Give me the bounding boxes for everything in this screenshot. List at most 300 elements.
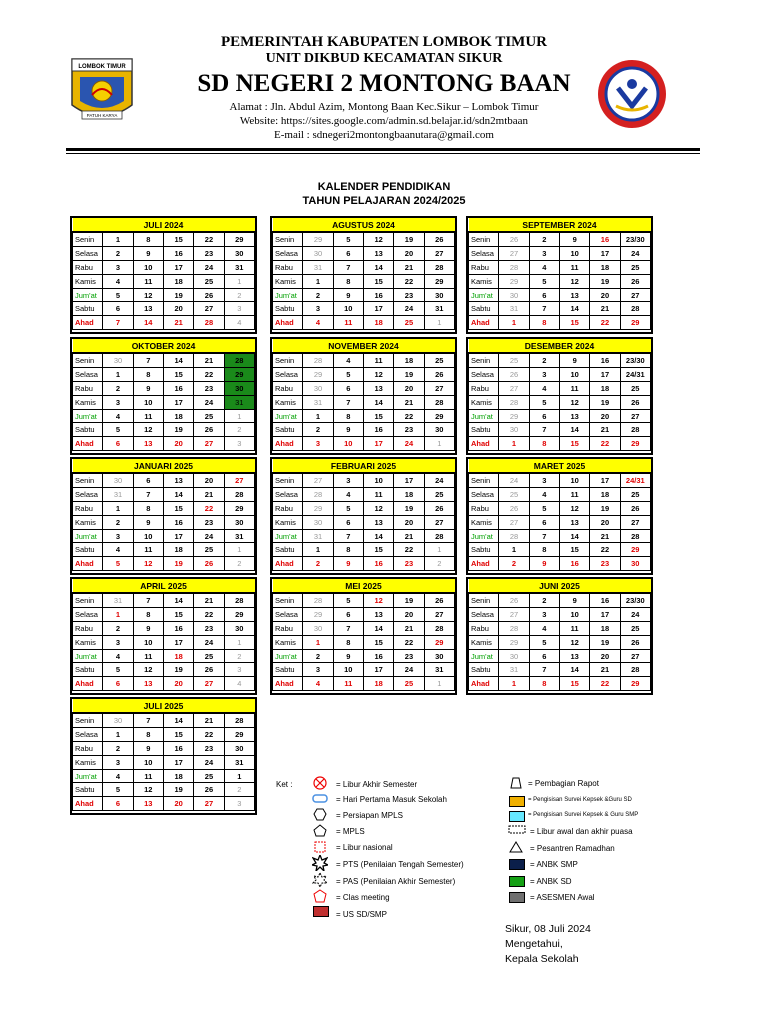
day-label: Selasa bbox=[469, 367, 499, 381]
date-cell: 28 bbox=[424, 529, 454, 543]
date-cell: 19 bbox=[163, 557, 193, 571]
date-cell: 30 bbox=[424, 649, 454, 663]
date-cell: 21 bbox=[394, 260, 424, 274]
date-cell: 5 bbox=[103, 663, 133, 677]
date-cell: 7 bbox=[133, 593, 163, 607]
date-cell: 19 bbox=[394, 367, 424, 381]
date-cell: 31 bbox=[499, 302, 529, 316]
date-cell: 2 bbox=[103, 741, 133, 755]
date-cell: 2 bbox=[499, 557, 529, 571]
day-label: Senin bbox=[73, 593, 103, 607]
day-label: Selasa bbox=[469, 246, 499, 260]
date-cell: 26 bbox=[620, 274, 650, 288]
day-label: Rabu bbox=[469, 621, 499, 635]
week-row bbox=[73, 713, 255, 727]
week-row bbox=[469, 529, 651, 543]
date-cell: 23/30 bbox=[620, 353, 650, 367]
date-cell: 27 bbox=[620, 288, 650, 302]
header-rule bbox=[66, 148, 700, 151]
date-cell: 1 bbox=[424, 677, 454, 691]
date-cell: 25 bbox=[194, 543, 224, 557]
date-cell: 8 bbox=[529, 677, 559, 691]
date-cell: 24 bbox=[194, 529, 224, 543]
week-row bbox=[273, 557, 455, 571]
day-label: Selasa bbox=[73, 607, 103, 621]
date-cell: 23 bbox=[590, 557, 620, 571]
week-row bbox=[469, 288, 651, 302]
week-row bbox=[73, 246, 255, 260]
week-row bbox=[273, 437, 455, 451]
day-label: Jum'at bbox=[273, 529, 303, 543]
date-cell: 9 bbox=[133, 621, 163, 635]
day-label: Jum'at bbox=[469, 288, 499, 302]
day-label: Ahad bbox=[73, 316, 103, 330]
day-label: Senin bbox=[73, 232, 103, 246]
date-cell: 25 bbox=[499, 353, 529, 367]
day-label: Sabtu bbox=[273, 543, 303, 557]
week-row bbox=[273, 353, 455, 367]
week-row bbox=[73, 423, 255, 437]
day-label: Rabu bbox=[469, 501, 499, 515]
date-cell: 21 bbox=[194, 487, 224, 501]
date-cell: 10 bbox=[559, 607, 589, 621]
week-row bbox=[469, 515, 651, 529]
date-cell: 27 bbox=[620, 515, 650, 529]
date-cell: 3 bbox=[303, 437, 333, 451]
week-row bbox=[469, 501, 651, 515]
date-cell: 24 bbox=[394, 663, 424, 677]
week-row bbox=[469, 232, 651, 246]
legend-item-5: = PTS (Penilaian Tengah Semester) bbox=[336, 860, 464, 869]
legend-item-0: = Libur Akhir Semester bbox=[336, 780, 418, 789]
date-cell: 4 bbox=[303, 677, 333, 691]
date-cell: 24 bbox=[194, 260, 224, 274]
day-label: Senin bbox=[273, 593, 303, 607]
date-cell: 21 bbox=[194, 353, 224, 367]
day-label: Rabu bbox=[273, 621, 303, 635]
day-label: Rabu bbox=[273, 260, 303, 274]
week-row bbox=[273, 501, 455, 515]
date-cell: 13 bbox=[363, 381, 393, 395]
date-cell: 31 bbox=[224, 755, 254, 769]
date-cell: 10 bbox=[559, 473, 589, 487]
date-cell: 12 bbox=[559, 395, 589, 409]
date-cell: 29 bbox=[424, 274, 454, 288]
date-cell: 19 bbox=[590, 395, 620, 409]
date-cell: 12 bbox=[559, 635, 589, 649]
date-cell: 21 bbox=[394, 395, 424, 409]
week-row bbox=[469, 677, 651, 691]
date-cell: 19 bbox=[394, 501, 424, 515]
date-cell: 14 bbox=[363, 260, 393, 274]
week-row bbox=[469, 302, 651, 316]
date-cell: 10 bbox=[133, 260, 163, 274]
day-label: Rabu bbox=[469, 381, 499, 395]
legend-symbol-hari-pertama bbox=[312, 794, 328, 806]
date-cell: 2 bbox=[224, 288, 254, 302]
date-cell: 14 bbox=[163, 593, 193, 607]
day-label: Kamis bbox=[469, 395, 499, 409]
date-cell: 19 bbox=[590, 274, 620, 288]
date-cell: 9 bbox=[133, 741, 163, 755]
date-cell: 23 bbox=[194, 515, 224, 529]
date-cell: 25 bbox=[194, 769, 224, 783]
day-label: Ahad bbox=[73, 557, 103, 571]
month-calendar bbox=[466, 337, 653, 455]
date-cell: 29 bbox=[224, 501, 254, 515]
date-cell: 29 bbox=[620, 543, 650, 557]
date-cell: 31 bbox=[303, 529, 333, 543]
date-cell: 16 bbox=[559, 557, 589, 571]
date-cell: 13 bbox=[133, 437, 163, 451]
day-label: Senin bbox=[273, 232, 303, 246]
week-row bbox=[73, 353, 255, 367]
month-calendar bbox=[70, 697, 257, 815]
week-row bbox=[73, 635, 255, 649]
date-cell: 16 bbox=[363, 423, 393, 437]
date-cell: 2 bbox=[103, 621, 133, 635]
month-calendar bbox=[70, 457, 257, 575]
legend-item-2: = Persiapan MPLS bbox=[336, 811, 403, 820]
date-cell: 12 bbox=[133, 663, 163, 677]
date-cell: 22 bbox=[590, 437, 620, 451]
date-cell: 5 bbox=[103, 783, 133, 797]
day-label: Selasa bbox=[73, 487, 103, 501]
date-cell: 27 bbox=[424, 607, 454, 621]
date-cell: 12 bbox=[363, 501, 393, 515]
month-name: JULI 2025 bbox=[73, 699, 255, 713]
legend-symbol-pesantren bbox=[509, 841, 523, 855]
date-cell: 30 bbox=[224, 515, 254, 529]
date-cell: 29 bbox=[303, 607, 333, 621]
week-row bbox=[73, 593, 255, 607]
day-label: Senin bbox=[273, 353, 303, 367]
date-cell: 13 bbox=[559, 649, 589, 663]
date-cell: 4 bbox=[333, 353, 363, 367]
legend-item-3: = MPLS bbox=[336, 827, 365, 836]
legend-ket-label: Ket : bbox=[276, 780, 293, 789]
day-label: Sabtu bbox=[273, 663, 303, 677]
date-cell: 18 bbox=[590, 260, 620, 274]
legend-symbol-persiapan-mpls bbox=[313, 808, 327, 823]
date-cell: 25 bbox=[394, 677, 424, 691]
week-row bbox=[73, 302, 255, 316]
date-cell: 26 bbox=[620, 635, 650, 649]
date-cell: 11 bbox=[333, 677, 363, 691]
week-row bbox=[73, 381, 255, 395]
date-cell: 24 bbox=[194, 635, 224, 649]
date-cell: 22 bbox=[394, 635, 424, 649]
day-label: Jum'at bbox=[73, 529, 103, 543]
date-cell: 8 bbox=[133, 367, 163, 381]
date-cell: 4 bbox=[333, 487, 363, 501]
date-cell: 18 bbox=[363, 316, 393, 330]
legend-item-7: = Clas meeting bbox=[336, 893, 390, 902]
date-cell: 10 bbox=[133, 395, 163, 409]
legend-symbol-rapot bbox=[510, 777, 522, 791]
week-row bbox=[469, 353, 651, 367]
date-cell: 14 bbox=[163, 713, 193, 727]
date-cell: 26 bbox=[424, 593, 454, 607]
day-label: Rabu bbox=[469, 260, 499, 274]
date-cell: 21 bbox=[394, 621, 424, 635]
date-cell: 28 bbox=[499, 529, 529, 543]
day-label: Senin bbox=[469, 232, 499, 246]
date-cell: 20 bbox=[590, 515, 620, 529]
month-calendar bbox=[466, 457, 653, 575]
date-cell: 22 bbox=[394, 543, 424, 557]
date-cell: 23 bbox=[194, 741, 224, 755]
website: Website: https://sites.google.com/admin.sd.belajar.id/sdn2mtbaan bbox=[239, 115, 529, 127]
day-label: Ahad bbox=[469, 557, 499, 571]
date-cell: 19 bbox=[590, 501, 620, 515]
legend-symbol-mpls bbox=[313, 824, 327, 839]
date-cell: 29 bbox=[224, 727, 254, 741]
legend-symbol-pas bbox=[312, 872, 328, 890]
date-cell: 5 bbox=[103, 557, 133, 571]
date-cell: 4 bbox=[103, 649, 133, 663]
date-cell: 27 bbox=[194, 797, 224, 811]
date-cell: 6 bbox=[103, 677, 133, 691]
day-label: Sabtu bbox=[469, 543, 499, 557]
date-cell: 4 bbox=[103, 769, 133, 783]
date-cell: 12 bbox=[133, 288, 163, 302]
date-cell: 8 bbox=[133, 727, 163, 741]
week-row bbox=[469, 473, 651, 487]
date-cell: 31 bbox=[424, 663, 454, 677]
week-row bbox=[273, 274, 455, 288]
date-cell: 14 bbox=[559, 663, 589, 677]
week-row bbox=[73, 316, 255, 330]
week-row bbox=[273, 232, 455, 246]
date-cell: 22 bbox=[194, 607, 224, 621]
date-cell: 27 bbox=[499, 381, 529, 395]
date-cell: 31 bbox=[224, 395, 254, 409]
date-cell: 27 bbox=[194, 302, 224, 316]
date-cell: 15 bbox=[163, 367, 193, 381]
date-cell: 5 bbox=[103, 288, 133, 302]
date-cell: 16 bbox=[363, 288, 393, 302]
week-row bbox=[273, 487, 455, 501]
anbk-sd-swatch bbox=[509, 876, 525, 887]
month-name: APRIL 2025 bbox=[73, 579, 255, 593]
week-row bbox=[73, 649, 255, 663]
date-cell: 29 bbox=[620, 677, 650, 691]
date-cell: 16 bbox=[590, 232, 620, 246]
week-row bbox=[469, 395, 651, 409]
day-label: Kamis bbox=[73, 274, 103, 288]
month-calendar bbox=[270, 457, 457, 575]
date-cell: 10 bbox=[559, 246, 589, 260]
date-cell: 31 bbox=[303, 260, 333, 274]
date-cell: 20 bbox=[394, 607, 424, 621]
day-label: Selasa bbox=[469, 607, 499, 621]
day-label: Sabtu bbox=[73, 423, 103, 437]
day-label: Sabtu bbox=[469, 423, 499, 437]
day-label: Jum'at bbox=[469, 409, 499, 423]
date-cell: 8 bbox=[529, 316, 559, 330]
date-cell: 1 bbox=[499, 677, 529, 691]
date-cell: 29 bbox=[620, 437, 650, 451]
date-cell: 22 bbox=[194, 501, 224, 515]
header-rule-thin bbox=[66, 153, 700, 154]
week-row bbox=[469, 367, 651, 381]
week-row bbox=[273, 529, 455, 543]
day-label: Senin bbox=[469, 353, 499, 367]
day-label: Ahad bbox=[273, 316, 303, 330]
date-cell: 28 bbox=[620, 423, 650, 437]
date-cell: 17 bbox=[363, 437, 393, 451]
week-row bbox=[73, 288, 255, 302]
legend-symbol-libur-nasional bbox=[314, 841, 326, 855]
date-cell: 22 bbox=[194, 232, 224, 246]
day-label: Sabtu bbox=[273, 302, 303, 316]
date-cell: 7 bbox=[333, 395, 363, 409]
date-cell: 15 bbox=[559, 677, 589, 691]
month-name: AGUSTUS 2024 bbox=[273, 218, 455, 232]
day-label: Selasa bbox=[273, 487, 303, 501]
date-cell: 1 bbox=[424, 316, 454, 330]
date-cell: 15 bbox=[163, 727, 193, 741]
week-row bbox=[73, 473, 255, 487]
date-cell: 29 bbox=[620, 316, 650, 330]
email: E-mail : sdnegeri2montongbaanutara@gmail.com bbox=[274, 129, 494, 141]
date-cell: 25 bbox=[194, 649, 224, 663]
date-cell: 27 bbox=[499, 246, 529, 260]
date-cell: 30 bbox=[303, 621, 333, 635]
week-row bbox=[469, 649, 651, 663]
date-cell: 27 bbox=[620, 649, 650, 663]
date-cell: 11 bbox=[133, 769, 163, 783]
date-cell: 10 bbox=[133, 635, 163, 649]
gov-line: PEMERINTAH KABUPATEN LOMBOK TIMUR bbox=[221, 34, 547, 50]
date-cell: 18 bbox=[163, 409, 193, 423]
day-label: Jum'at bbox=[73, 769, 103, 783]
date-cell: 3 bbox=[103, 635, 133, 649]
date-cell: 7 bbox=[333, 529, 363, 543]
date-cell: 10 bbox=[333, 437, 363, 451]
day-label: Sabtu bbox=[273, 423, 303, 437]
date-cell: 29 bbox=[424, 409, 454, 423]
date-cell: 18 bbox=[590, 381, 620, 395]
day-label: Kamis bbox=[73, 755, 103, 769]
date-cell: 8 bbox=[333, 543, 363, 557]
date-cell: 18 bbox=[590, 487, 620, 501]
day-label: Kamis bbox=[73, 515, 103, 529]
unit-line: UNIT DIKBUD KECAMATAN SIKUR bbox=[265, 51, 503, 66]
date-cell: 17 bbox=[163, 395, 193, 409]
date-cell: 25 bbox=[194, 274, 224, 288]
date-cell: 31 bbox=[424, 302, 454, 316]
date-cell: 19 bbox=[394, 593, 424, 607]
week-row bbox=[73, 607, 255, 621]
date-cell: 1 bbox=[303, 409, 333, 423]
date-cell: 30 bbox=[303, 515, 333, 529]
date-cell: 26 bbox=[499, 501, 529, 515]
date-cell: 10 bbox=[333, 302, 363, 316]
date-cell: 1 bbox=[103, 607, 133, 621]
date-cell: 2 bbox=[424, 557, 454, 571]
week-row bbox=[73, 367, 255, 381]
date-cell: 29 bbox=[499, 274, 529, 288]
date-cell: 3 bbox=[333, 473, 363, 487]
date-cell: 8 bbox=[333, 409, 363, 423]
date-cell: 3 bbox=[103, 755, 133, 769]
date-cell: 1 bbox=[224, 635, 254, 649]
date-cell: 8 bbox=[529, 543, 559, 557]
date-cell: 7 bbox=[529, 663, 559, 677]
day-label: Selasa bbox=[73, 727, 103, 741]
month-calendar bbox=[70, 577, 257, 695]
day-label: Ahad bbox=[73, 677, 103, 691]
week-row bbox=[469, 274, 651, 288]
date-cell: 4 bbox=[529, 381, 559, 395]
date-cell: 21 bbox=[394, 529, 424, 543]
legend-right-2: = Pengisisan Survei Kepsek & Guru SMP bbox=[528, 812, 639, 818]
date-cell: 9 bbox=[333, 557, 363, 571]
date-cell: 15 bbox=[559, 316, 589, 330]
date-cell: 9 bbox=[333, 423, 363, 437]
week-row bbox=[73, 487, 255, 501]
date-cell: 28 bbox=[303, 487, 333, 501]
day-label: Kamis bbox=[273, 395, 303, 409]
date-cell: 1 bbox=[224, 274, 254, 288]
date-cell: 8 bbox=[133, 607, 163, 621]
date-cell: 3 bbox=[303, 663, 333, 677]
date-cell: 27 bbox=[424, 381, 454, 395]
day-label: Senin bbox=[273, 473, 303, 487]
date-cell: 22 bbox=[394, 409, 424, 423]
date-cell: 2 bbox=[103, 515, 133, 529]
day-label: Kamis bbox=[273, 635, 303, 649]
date-cell: 9 bbox=[333, 288, 363, 302]
date-cell: 28 bbox=[303, 593, 333, 607]
signature-line2: Mengetahui, bbox=[505, 938, 563, 950]
week-row bbox=[273, 649, 455, 663]
date-cell: 13 bbox=[133, 677, 163, 691]
date-cell: 27 bbox=[499, 607, 529, 621]
date-cell: 21 bbox=[163, 316, 193, 330]
date-cell: 18 bbox=[163, 543, 193, 557]
date-cell: 26 bbox=[499, 593, 529, 607]
legend-symbol-libur-puasa bbox=[508, 825, 526, 837]
legend-right-6: = ANBK SD bbox=[530, 877, 572, 886]
date-cell: 11 bbox=[559, 260, 589, 274]
date-cell: 2 bbox=[103, 246, 133, 260]
date-cell: 26 bbox=[620, 501, 650, 515]
date-cell: 12 bbox=[559, 501, 589, 515]
date-cell: 28 bbox=[224, 713, 254, 727]
date-cell: 16 bbox=[590, 353, 620, 367]
month-name: JULI 2024 bbox=[73, 218, 255, 232]
date-cell: 7 bbox=[133, 353, 163, 367]
month-calendar bbox=[70, 337, 257, 455]
date-cell: 9 bbox=[133, 381, 163, 395]
date-cell: 29 bbox=[499, 409, 529, 423]
date-cell: 20 bbox=[163, 797, 193, 811]
date-cell: 6 bbox=[133, 473, 163, 487]
date-cell: 17 bbox=[590, 246, 620, 260]
date-cell: 19 bbox=[163, 663, 193, 677]
date-cell: 7 bbox=[103, 316, 133, 330]
week-row bbox=[73, 557, 255, 571]
week-row bbox=[469, 635, 651, 649]
date-cell: 7 bbox=[133, 487, 163, 501]
month-name: JUNI 2025 bbox=[469, 579, 651, 593]
date-cell: 16 bbox=[163, 741, 193, 755]
date-cell: 8 bbox=[333, 635, 363, 649]
date-cell: 17 bbox=[363, 663, 393, 677]
